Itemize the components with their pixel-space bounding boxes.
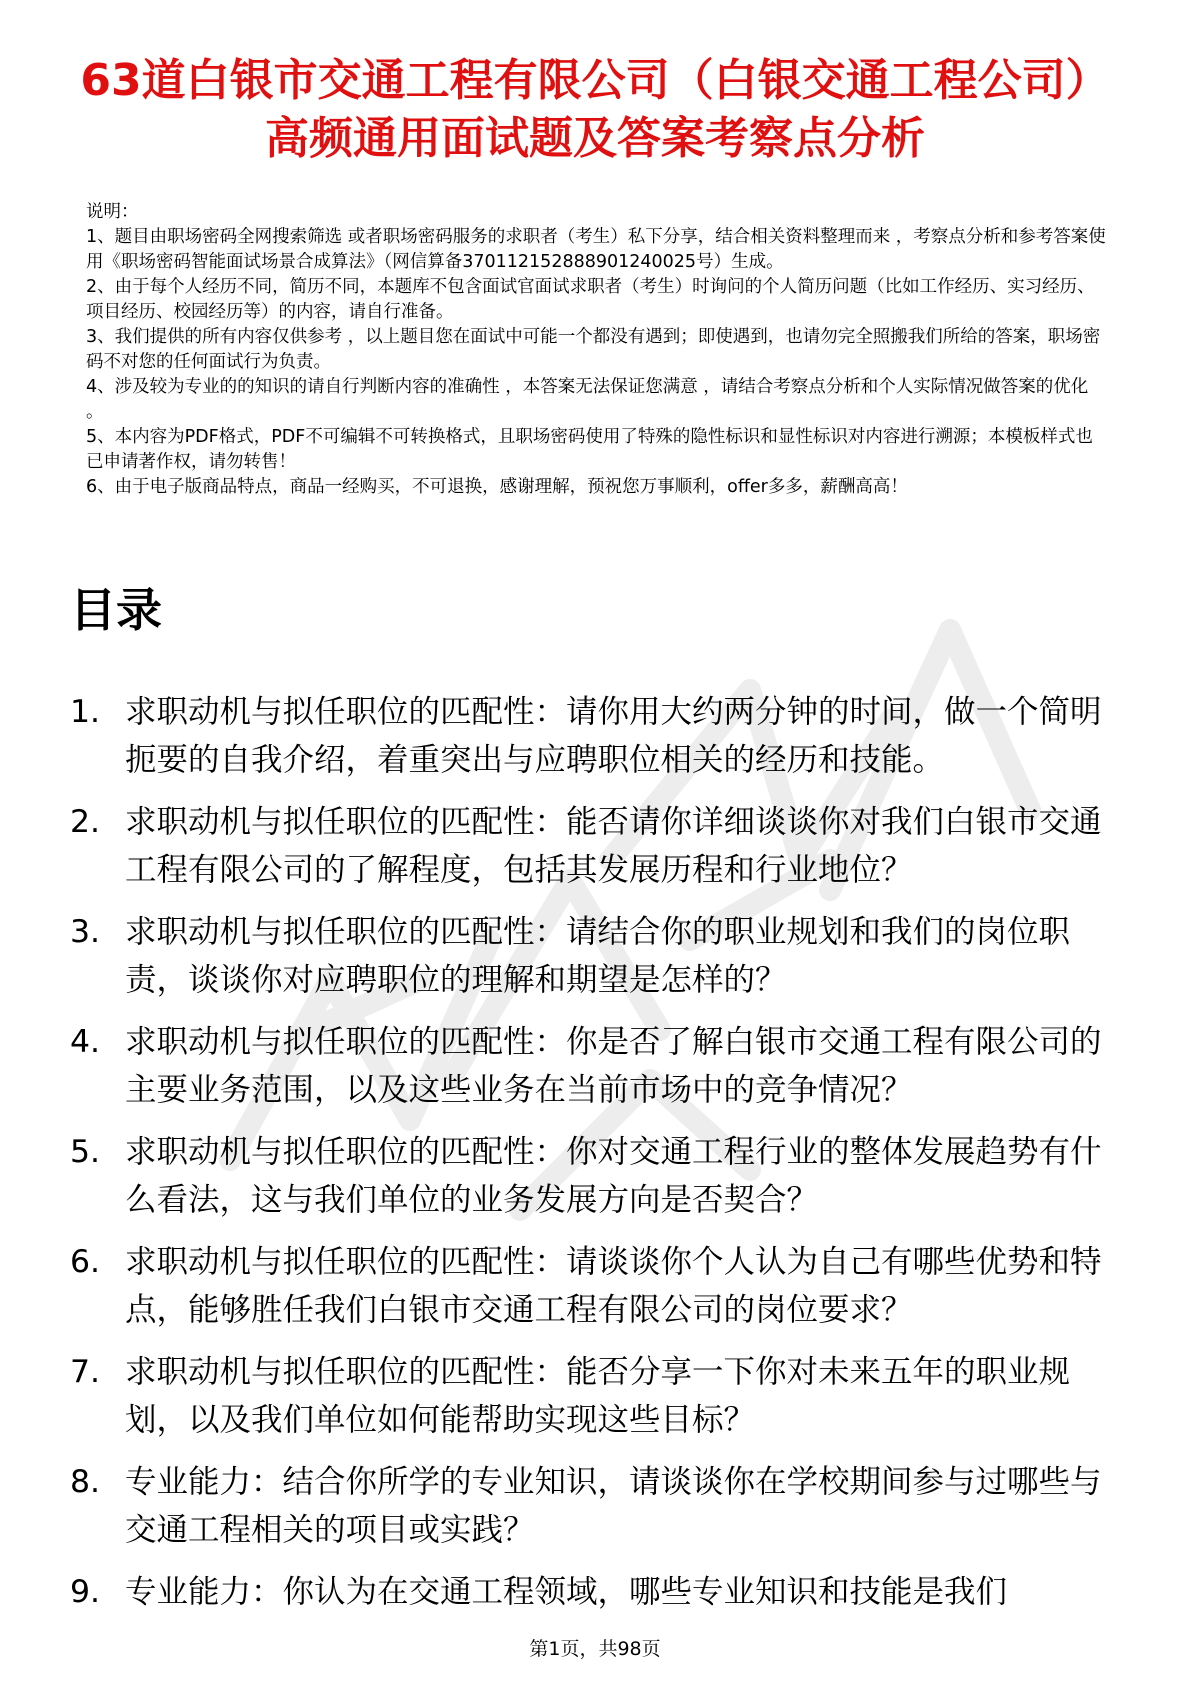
- toc-item-text: 求职动机与拟任职位的匹配性：你是否了解白银市交通工程有限公司的主要业务范围，以及这些业务在当前市场中的竞争情况？: [125, 1024, 1102, 1108]
- toc-item-text: 求职动机与拟任职位的匹配性：你对交通工程行业的整体发展趋势有什么看法，这与我们单位的业务发展方向是否契合？: [125, 1134, 1102, 1218]
- note-item: 1、题目由职场密码全网搜索筛选 或者职场密码服务的求职者（考生）私下分享，结合相关资料整理而来 ，考察点分析和参考答案使用《职场密码智能面试场景合成算法》（网信算备370112152888901240025号）生成。: [86, 227, 1106, 272]
- toc-item-text: 求职动机与拟任职位的匹配性：能否请你详细谈谈你对我们白银市交通工程有限公司的了解程度，包括其发展历程和行业地位？: [125, 804, 1102, 888]
- toc-item-number: 8.: [70, 1464, 101, 1500]
- note-item: 6、由于电子版商品特点，商品一经购买，不可退换，感谢理解，预祝您万事顺利，offer多多，薪酬高高！: [86, 477, 908, 497]
- toc-item-text: 专业能力：结合你所学的专业知识，请谈谈你在学校期间参与过哪些与交通工程相关的项目或实践？: [125, 1464, 1102, 1548]
- toc-item[interactable]: [70, 1128, 1110, 1224]
- toc-item[interactable]: [70, 688, 1110, 784]
- toc-item-number: 6.: [70, 1244, 101, 1280]
- note-item: 4、涉及较为专业的的知识的请自行判断内容的准确性 ，本答案无法保证您满意 ，请结合考察点分析和个人实际情况做答案的优化 。: [86, 377, 1089, 422]
- toc-item-text: 求职动机与拟任职位的匹配性：能否分享一下你对未来五年的职业规划，以及我们单位如何能帮助实现这些目标？: [125, 1354, 1071, 1438]
- toc-item-number: 3.: [70, 914, 101, 950]
- toc-item[interactable]: [70, 1238, 1110, 1334]
- toc-item-number: 1.: [70, 694, 101, 730]
- note-item: 2、由于每个人经历不同，简历不同，本题库不包含面试官面试求职者（考生）时询问的个人简历问题（比如工作经历、实习经历、项目经历、校园经历等）的内容，请自行准备。: [86, 277, 1095, 322]
- notes-heading: 说明：: [86, 202, 139, 222]
- toc-item[interactable]: [70, 1348, 1110, 1444]
- toc-list: [70, 688, 1110, 1630]
- toc-item-number: 2.: [70, 804, 101, 840]
- toc-item[interactable]: [70, 1568, 1110, 1616]
- toc-item-text: 求职动机与拟任职位的匹配性：请结合你的职业规划和我们的岗位职责，谈谈你对应聘职位的理解和期望是怎样的？: [125, 914, 1071, 998]
- toc-item-number: 4.: [70, 1024, 101, 1060]
- toc-item-number: 7.: [70, 1354, 101, 1390]
- toc-item-number: 9.: [70, 1574, 101, 1610]
- note-item: 5、本内容为PDF格式，PDF不可编辑不可转换格式，且职场密码使用了特殊的隐性标识和显性标识对内容进行溯源；本模板样式也已申请著作权，请勿转售！: [86, 427, 1093, 472]
- toc-item[interactable]: [70, 908, 1110, 1004]
- toc-item[interactable]: [70, 798, 1110, 894]
- toc-item[interactable]: [70, 1018, 1110, 1114]
- page-footer: 第1页，共98页: [529, 1638, 661, 1660]
- toc-item-text: 专业能力：你认为在交通工程领域，哪些专业知识和技能是我们: [125, 1574, 1008, 1610]
- notes-section: [86, 200, 1106, 500]
- toc-heading: 目录: [70, 583, 162, 637]
- toc-item[interactable]: [70, 1458, 1110, 1554]
- toc-item-text: 求职动机与拟任职位的匹配性：请谈谈你个人认为自己有哪些优势和特点，能够胜任我们白银市交通工程有限公司的岗位要求？: [125, 1244, 1102, 1328]
- toc-item-text: 求职动机与拟任职位的匹配性：请你用大约两分钟的时间，做一个简明扼要的自我介绍，着重突出与应聘职位相关的经历和技能。: [125, 694, 1102, 778]
- note-item: 3、我们提供的所有内容仅供参考 ，以上题目您在面试中可能一个都没有遇到；即使遇到，也请勿完全照搬我们所给的答案，职场密码不对您的任何面试行为负责。: [86, 327, 1101, 372]
- toc-item-number: 5.: [70, 1134, 101, 1170]
- page-title: 63道白银市交通工程有限公司（白银交通工程公司）高频通用面试题及答案考察点分析: [80, 55, 1110, 164]
